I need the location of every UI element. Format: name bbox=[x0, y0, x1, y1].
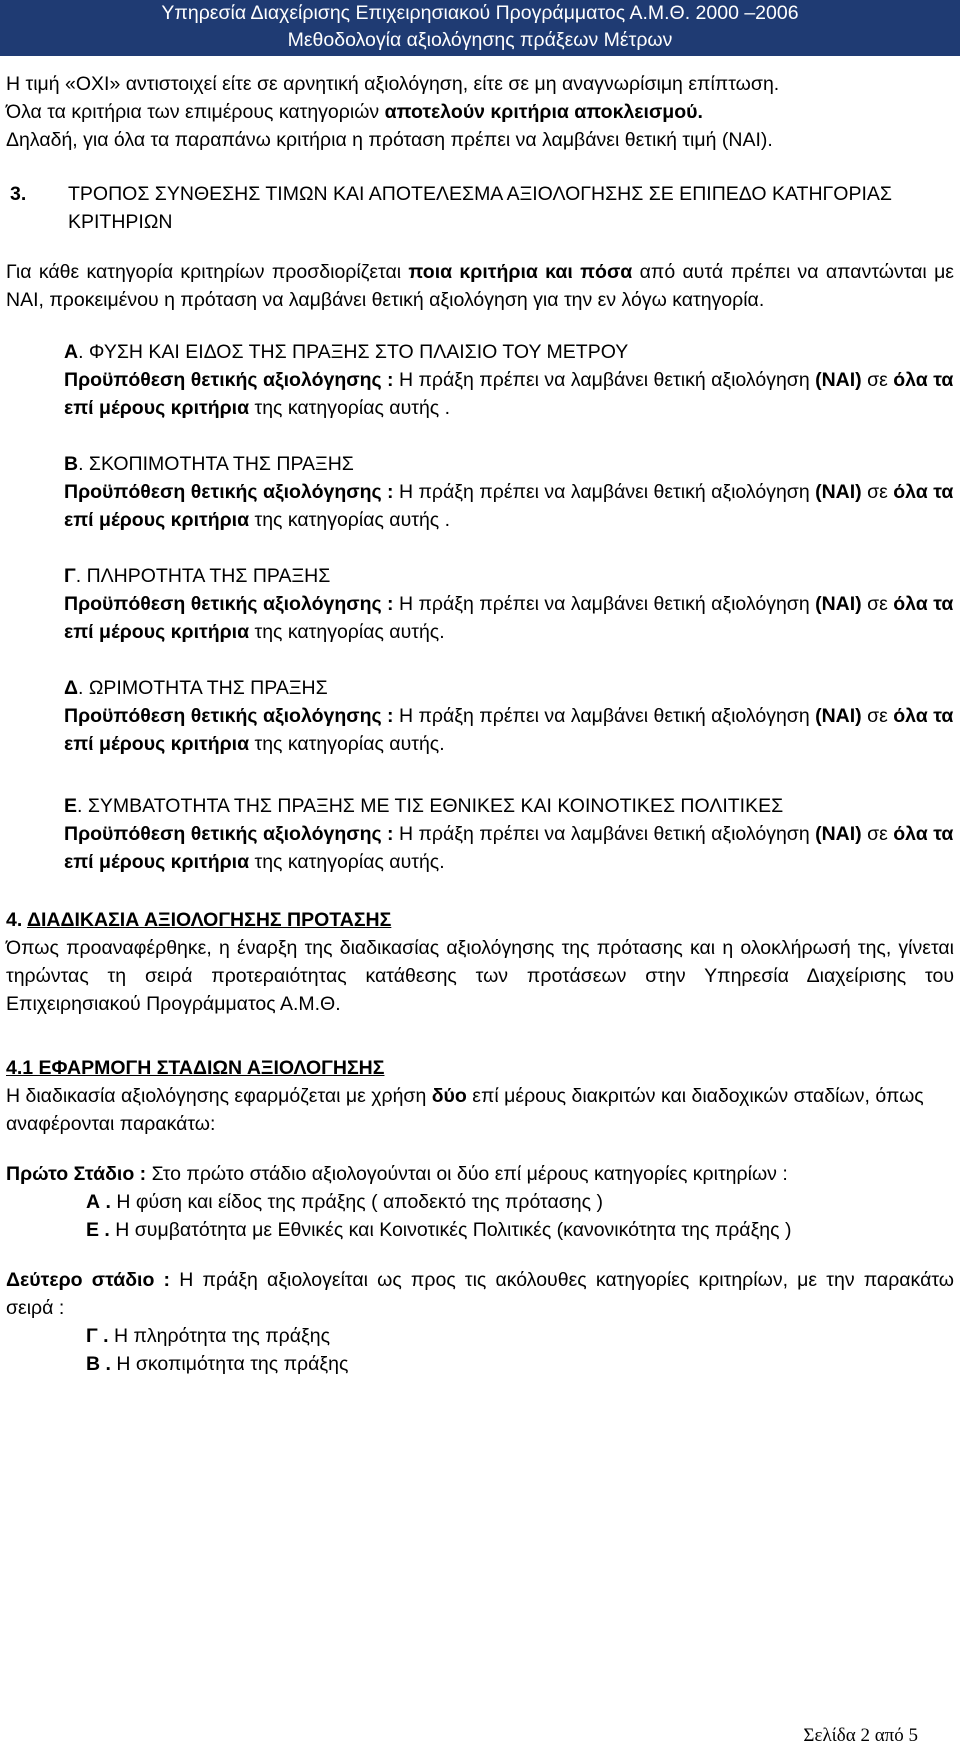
stage-2-item-letter: Β . bbox=[86, 1353, 111, 1375]
page-number: Σελίδα 2 από 5 bbox=[803, 1725, 918, 1746]
spacer bbox=[6, 1244, 954, 1266]
category-list bbox=[6, 338, 954, 876]
condition-text: Η πράξη πρέπει να λαμβάνει θετική αξιολόγηση bbox=[398, 369, 816, 391]
stage-1-paragraph bbox=[6, 1160, 954, 1188]
category-heading bbox=[64, 338, 954, 366]
condition-nai: (ΝΑΙ) bbox=[815, 481, 862, 503]
section-3-body-text-end: από αυτά πρέπει να απαντώνται με ΝΑΙ, προκειμένου η πρόταση να λαμβάνει θετική αξιολόγηση για την εν λόγω κατηγορία. bbox=[6, 261, 954, 311]
category-condition bbox=[64, 702, 954, 758]
condition-nai: (ΝΑΙ) bbox=[815, 705, 862, 727]
category-letter: Β bbox=[64, 453, 79, 475]
condition-end: . bbox=[439, 621, 445, 643]
condition-nai: (ΝΑΙ) bbox=[815, 369, 862, 391]
section-4-1-body bbox=[6, 1082, 954, 1138]
condition-text: σε bbox=[861, 823, 894, 845]
stage-2-label: Δεύτερο στάδιο : bbox=[6, 1269, 171, 1291]
stage-1-label: Πρώτο Στάδιο : bbox=[6, 1163, 147, 1185]
condition-end: . bbox=[439, 733, 445, 755]
condition-end: . bbox=[439, 397, 451, 419]
spacer bbox=[6, 236, 954, 258]
category-block bbox=[64, 792, 954, 876]
intro-exclusion bbox=[6, 98, 954, 126]
condition-end: . bbox=[439, 509, 451, 531]
intro-exclusion-text: Όλα τα κριτήρια των επιμέρους κατηγοριών bbox=[6, 101, 385, 123]
section-4-number: 4. bbox=[6, 909, 27, 931]
category-title: . ΣΚΟΠΙΜΟΤΗΤΑ ΤΗΣ ΠΡΑΞΗΣ bbox=[78, 453, 354, 475]
intro-note: Δηλαδή, για όλα τα παραπάνω κριτήρια η πρόταση πρέπει να λαμβάνει θετική τιμή (ΝΑΙ). bbox=[6, 129, 773, 151]
category-letter: Ε bbox=[64, 795, 78, 817]
condition-bold: όλα τα επί μέρους κριτήρια bbox=[64, 705, 954, 755]
condition-text: Η πράξη πρέπει να λαμβάνει θετική αξιολόγηση bbox=[398, 593, 816, 615]
condition-bold: όλα τα επί μέρους κριτήρια bbox=[64, 369, 954, 419]
condition-bold: όλα τα επί μέρους κριτήρια bbox=[64, 593, 954, 643]
condition-text: Η πράξη πρέπει να λαμβάνει θετική αξιολόγηση bbox=[398, 481, 816, 503]
section-4-body: Όπως προαναφέρθηκε, η έναρξη της διαδικασίας αξιολόγησης της πρότασης και η ολοκλήρωσή της, γίνεται τηρώντας τη σειρά προτεραιότητας κατάθεσης των προτάσεων στην Υπηρεσία Διαχείρισης του Επιχειρησιακού Προγράμματος Α.Μ.Θ. bbox=[6, 937, 954, 1015]
header-subtitle: Μεθοδολογία αξιολόγησης πράξεων Μέτρων bbox=[287, 29, 673, 51]
section-3-body-text: Για κάθε κατηγορία κριτηρίων προσδιορίζεται bbox=[6, 261, 409, 283]
condition-label: Προϋπόθεση θετικής αξιολόγησης : bbox=[64, 705, 399, 727]
stage-1-item-a bbox=[86, 1188, 954, 1216]
section-4-title: ΔΙΑΔΙΚΑΣΙΑ ΑΞΙΟΛΟΓΗΣΗΣ ΠΡΟΤΑΣΗΣ bbox=[26, 909, 392, 931]
category-letter: Δ bbox=[64, 677, 79, 699]
section-3-body bbox=[6, 258, 954, 314]
category-heading bbox=[64, 450, 954, 478]
condition-text: της κατηγορίας αυτής bbox=[249, 397, 440, 419]
category-block bbox=[64, 450, 954, 534]
stage-2-item-text: Η σκοπιμότητα της πράξης bbox=[110, 1353, 349, 1375]
section-4-1-bold: δύο bbox=[431, 1085, 467, 1107]
category-heading bbox=[64, 792, 954, 820]
spacer bbox=[6, 1018, 954, 1054]
condition-nai: (ΝΑΙ) bbox=[815, 823, 862, 845]
condition-text: σε bbox=[861, 593, 894, 615]
stage-2-text: Η πράξη αξιολογείται ως προς τις ακόλουθες κατηγορίες κριτηρίων, με την παρακάτω σειρά : bbox=[6, 1269, 954, 1319]
category-block bbox=[64, 562, 954, 646]
header-title: Υπηρεσία Διαχείρισης Επιχειρησιακού Προγράμματος Α.Μ.Θ. 2000 –2006 bbox=[161, 2, 799, 24]
section-4-1-text: Η διαδικασία αξιολόγησης εφαρμόζεται με χρήση bbox=[6, 1085, 432, 1107]
stage-2-item-b bbox=[86, 1350, 954, 1378]
condition-bold: όλα τα επί μέρους κριτήρια bbox=[64, 481, 954, 531]
condition-text: Η πράξη πρέπει να λαμβάνει θετική αξιολόγηση bbox=[398, 823, 816, 845]
condition-label: Προϋπόθεση θετικής αξιολόγησης : bbox=[64, 369, 399, 391]
category-title: . ΠΛΗΡΟΤΗΤΑ ΤΗΣ ΠΡΑΞΗΣ bbox=[75, 565, 331, 587]
section-3-heading bbox=[6, 180, 954, 236]
section-4-heading bbox=[6, 906, 954, 934]
category-condition bbox=[64, 590, 954, 646]
condition-text: Η πράξη πρέπει να λαμβάνει θετική αξιολόγηση bbox=[398, 705, 816, 727]
condition-text: της κατηγορίας αυτής bbox=[249, 509, 440, 531]
spacer bbox=[6, 1138, 954, 1160]
condition-end: . bbox=[439, 851, 445, 873]
condition-text: σε bbox=[861, 705, 894, 727]
section-4-1-heading bbox=[6, 1054, 954, 1082]
condition-label: Προϋπόθεση θετικής αξιολόγησης : bbox=[64, 481, 399, 503]
category-condition bbox=[64, 478, 954, 534]
condition-label: Προϋπόθεση θετικής αξιολόγησης : bbox=[64, 593, 399, 615]
section-4-1-text-end: επί μέρους διακριτών και διαδοχικών σταδίων, όπως αναφέρονται παρακάτω: bbox=[6, 1085, 924, 1135]
condition-text: σε bbox=[861, 369, 894, 391]
condition-text: της κατηγορίας αυτής bbox=[249, 733, 440, 755]
condition-nai: (ΝΑΙ) bbox=[815, 593, 862, 615]
section-3-body-bold: ποια κριτήρια και πόσα bbox=[408, 261, 633, 283]
category-condition bbox=[64, 366, 954, 422]
stage-2-item-letter: Γ . bbox=[86, 1325, 109, 1347]
category-heading bbox=[64, 562, 954, 590]
category-title: . ΦΥΣΗ ΚΑΙ ΕΙΔΟΣ ΤΗΣ ΠΡΑΞΗΣ ΣΤΟ ΠΛΑΙΣΙΟ ΤΟΥ ΜΕΤΡΟΥ bbox=[78, 341, 629, 363]
stage-2-item-text: Η πληρότητα της πράξης bbox=[108, 1325, 331, 1347]
stage-1-item-letter: Ε . bbox=[86, 1219, 110, 1241]
category-heading bbox=[64, 674, 954, 702]
stage-1-item-text: Η φύση και είδος της πράξης ( αποδεκτό της πρότασης ) bbox=[110, 1191, 603, 1213]
condition-text: της κατηγορίας αυτής bbox=[249, 621, 440, 643]
condition-bold: όλα τα επί μέρους κριτήρια bbox=[64, 823, 954, 873]
stage-1-text: Στο πρώτο στάδιο αξιολογούνται οι δύο επί μέρους κατηγορίες κριτηρίων : bbox=[146, 1163, 788, 1185]
stage-2-paragraph bbox=[6, 1266, 954, 1322]
category-block bbox=[64, 674, 954, 758]
page-header bbox=[0, 0, 960, 56]
section-3-title: ΤΡΟΠΟΣ ΣΥΝΘΕΣΗΣ ΤΙΜΩΝ ΚΑΙ ΑΠΟΤΕΛΕΣΜΑ ΑΞΙΟΛΟΓΗΣΗΣ ΣΕ ΕΠΙΠΕΔΟ ΚΑΤΗΓΟΡΙΑΣ ΚΡΙΤΗΡΙΩΝ bbox=[68, 183, 892, 233]
document-body bbox=[6, 70, 954, 1378]
condition-text: σε bbox=[861, 481, 894, 503]
category-letter: Α bbox=[64, 341, 79, 363]
stage-1-item-letter: Α . bbox=[86, 1191, 111, 1213]
category-title: . ΩΡΙΜΟΤΗΤΑ ΤΗΣ ΠΡΑΞΗΣ bbox=[78, 677, 328, 699]
condition-text: της κατηγορίας αυτής bbox=[249, 851, 440, 873]
category-letter: Γ bbox=[64, 565, 76, 587]
spacer bbox=[6, 876, 954, 906]
intro-exclusion-bold: αποτελούν κριτήρια αποκλεισμού. bbox=[384, 101, 703, 123]
stage-1-item-text: Η συμβατότητα με Εθνικές και Κοινοτικές Πολιτικές (κανονικότητα της πράξης ) bbox=[109, 1219, 792, 1241]
section-4-1-title: 4.1 ΕΦΑΡΜΟΓΗ ΣΤΑΔΙΩΝ ΑΞΙΟΛΟΓΗΣΗΣ bbox=[6, 1057, 385, 1079]
stage-1-item-e bbox=[6, 1216, 954, 1244]
stage-2-item-g bbox=[86, 1322, 954, 1350]
category-block bbox=[64, 338, 954, 422]
condition-label: Προϋπόθεση θετικής αξιολόγησης : bbox=[64, 823, 399, 845]
section-3-number: 3. bbox=[10, 183, 27, 205]
category-title: . ΣΥΜΒΑΤΟΤΗΤΑ ΤΗΣ ΠΡΑΞΗΣ ΜΕ ΤΙΣ ΕΘΝΙΚΕΣ ΚΑΙ ΚΟΙΝΟΤΙΚΕΣ ΠΟΛΙΤΙΚΕΣ bbox=[77, 795, 784, 817]
category-condition bbox=[64, 820, 954, 876]
intro-paragraph: Η τιμή «ΟΧΙ» αντιστοιχεί είτε σε αρνητική αξιολόγηση, είτε σε μη αναγνωρίσιμη επίπτωση. bbox=[6, 73, 780, 95]
